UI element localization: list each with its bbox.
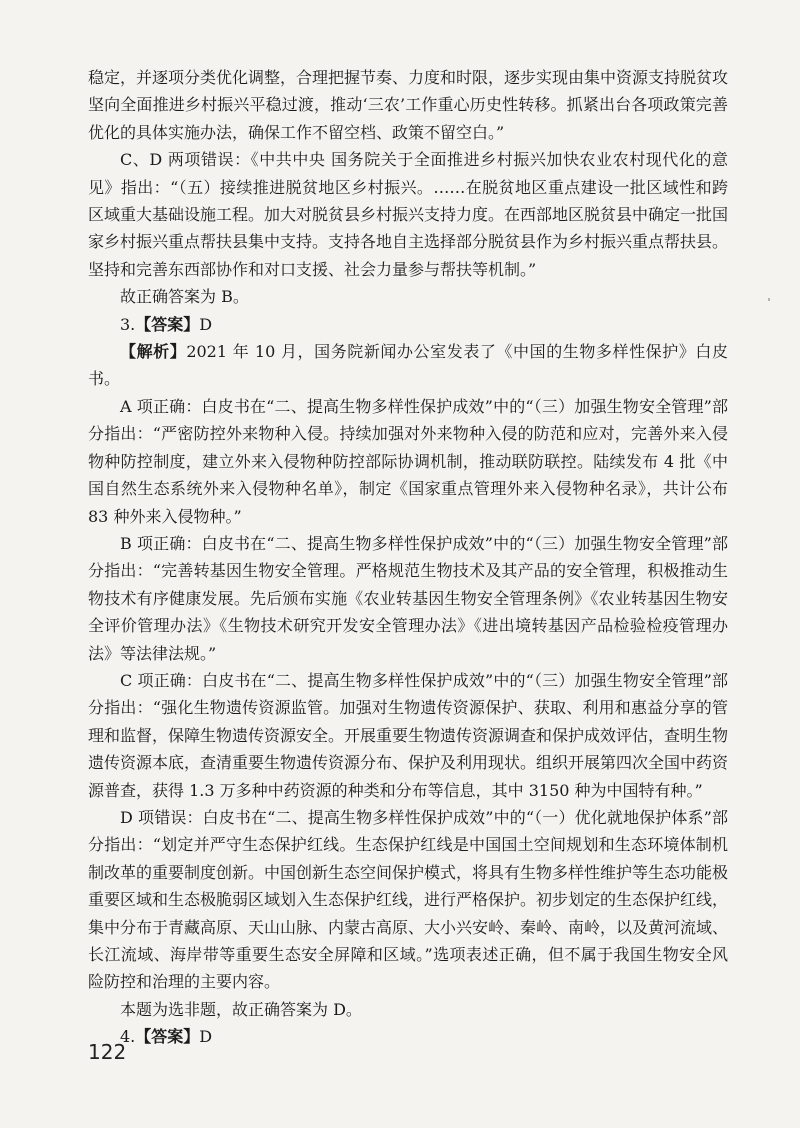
paragraph-p1: [88, 146, 728, 283]
paragraph-text: C、D 两项错误：《中共中央 国务院关于全面推进乡村振兴加快农业农村现代化的意见》指出：“（五）接续推进脱贫地区乡村振兴。……在脱贫地区重点建设一批区域性和跨区域重大基础设施工程。加大对脱贫县乡村振兴支持力度。在西部地区脱贫县中确定一批国家乡村振兴重点帮扶县集中支持。支持各地自主选择部分脱贫县作为乡村振兴重点帮扶县。坚持和完善东西部协作和对口支援、社会力量参与帮扶等机制。”: [88, 150, 729, 279]
paragraph-p10: [88, 1023, 728, 1050]
paragraph-p6: [88, 530, 728, 667]
bracket-label: 【答案】: [135, 1027, 200, 1047]
body-text: [88, 64, 728, 1051]
bracket-label: 【解析】: [120, 342, 187, 362]
paragraph-p3: [88, 311, 728, 338]
paragraph-text: D: [199, 314, 213, 334]
paragraph-text: 本题为选非题，故正确答案为 D。: [120, 999, 362, 1019]
paragraph-text: B 项正确：白皮书在“二、提高生物多样性保护成效”中的“（三）加强生物安全管理”部分指出：“完善转基因生物安全管理。严格规范生物技术及其产品的安全管理，积极推动生物技术有序健康发展。先后颁布实施《农业转基因生物安全管理条例》《农业转基因生物安全评价管理办法》《生物技术研究开发安全管理办法》《进出境转基因产品检验检疫管理办法》等法律法规。”: [88, 533, 728, 663]
bracket-label: 【答案】: [135, 314, 200, 334]
paragraph-text: 2021 年 10 月，国务院新闻办公室发表了《中国的生物多样性保护》白皮书。: [88, 342, 728, 389]
paragraph-p7: [88, 667, 728, 804]
paragraph-text: 4.: [120, 1027, 136, 1047]
paragraph-p8: [88, 804, 728, 996]
paragraph-text: A 项正确：白皮书在“二、提高生物多样性保护成效”中的“（三）加强生物安全管理”部分指出：“严密防控外来物种入侵。持续加强对外来物种入侵的防范和应对，完善外来入侵物种防控制度，建立外来入侵物种防控部际协调机制，推动联防联控。陆续发布 4 批《中国自然生态系统外来入侵物种名单》，制定《国家重点管理外来入侵物种名录》，共计公布 83 种外来入侵物种。”: [88, 396, 728, 526]
paragraph-text: D 项错误：白皮书在“二、提高生物多样性保护成效”中的“（一）优化就地保护体系”部分指出：“划定并严守生态保护红线。生态保护红线是中国国土空间规划和生态环境体制机制改革的重要制度创新。中国创新生态空间保护模式，将具有生物多样性维护等生态功能极重要区域和生态极脆弱区域划入生态保护红线，进行严格保护。初步划定的生态保护红线，集中分布于青藏高原、天山山脉、内蒙古高原、大小兴安岭、秦岭、南岭，以及黄河流域、长江流域、海岸带等重要生态安全屏障和区域。”选项表述正确，但不属于我国生物安全风险防控和治理的主要内容。: [88, 807, 729, 992]
paragraph-p9: [88, 996, 728, 1023]
paragraph-text: 稳定，并逐项分类优化调整，合理把握节奏、力度和时限，逐步实现由集中资源支持脱贫攻坚向全面推进乡村振兴平稳过渡，推动‘三农’工作重心历史性转移。抓紧出台各项政策完善优化的具体实施办法，确保工作不留空档、政策不留空白。”: [88, 68, 729, 142]
paragraph-text: D: [199, 1027, 213, 1047]
paragraph-p2: [88, 283, 728, 310]
paragraph-p5: [88, 393, 728, 530]
paragraph-p4: [88, 338, 728, 393]
paragraph-text: C 项正确：白皮书在“二、提高生物多样性保护成效”中的“（三）加强生物安全管理”部分指出：“强化生物遗传资源监管。加强对生物遗传资源保护、获取、利用和惠益分享的管理和监督，保障生物遗传资源安全。开展重要生物遗传资源调查和保护成效评估，查明生物遗传资源本底，查清重要生物遗传资源分布、保护及利用现状。组织开展第四次全国中药资源普查，获得 1.3 万多种中药资源的种类和分布等信息，其中 3150 种为中国特有种。”: [88, 670, 729, 800]
paragraph-text: 3.: [120, 314, 136, 334]
page-number: 122: [88, 1040, 127, 1064]
scan-speck: [768, 298, 770, 301]
paragraph-p0: [88, 64, 728, 146]
paragraph-text: 故正确答案为 B。: [120, 287, 249, 307]
